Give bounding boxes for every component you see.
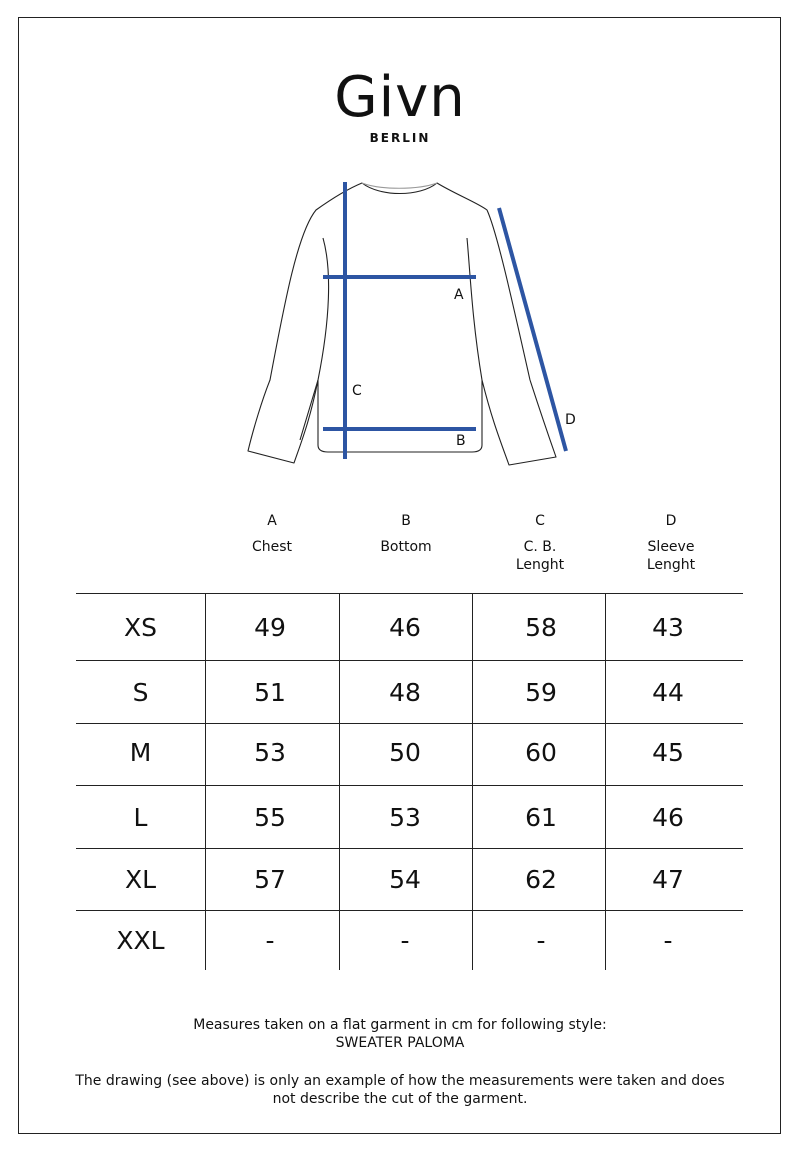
sleeve-length-value: 44	[652, 678, 684, 707]
measure-line-d	[499, 208, 566, 451]
bottom-value: 50	[389, 738, 421, 767]
column-header-sleeve-length	[604, 512, 738, 574]
size-label: XS	[124, 613, 157, 642]
table-divider	[472, 593, 473, 970]
table-rule	[76, 660, 743, 661]
cb-length-value: 62	[525, 865, 557, 894]
column-header-cb-length	[473, 512, 607, 574]
left-sleeve-inner	[300, 380, 318, 440]
sleeve-length-value: 46	[652, 803, 684, 832]
cb-length-value: -	[536, 926, 546, 955]
chest-value: 55	[254, 803, 286, 832]
cb-length-value: 58	[525, 613, 557, 642]
style-name: SWEATER PALOMA	[335, 1035, 465, 1051]
disclaimer-line-1: The drawing (see above) is only an example of how the measurements were taken and does	[75, 1073, 725, 1089]
bottom-value: 54	[389, 865, 421, 894]
chest-value: 57	[254, 865, 286, 894]
label-d: D	[565, 412, 576, 428]
column-letter: B	[401, 513, 411, 529]
column-header-chest	[205, 512, 339, 556]
table-divider	[339, 593, 340, 970]
table-rule	[76, 723, 743, 724]
measure-note: Measures taken on a flat garment in cm for following style:	[193, 1017, 607, 1033]
column-name: Chest	[251, 539, 293, 555]
column-name: Sleeve Lenght	[646, 539, 696, 573]
chest-value: 51	[254, 678, 286, 707]
sweater-diagram	[0, 170, 800, 470]
left-armhole-seam	[318, 238, 329, 380]
column-name: Bottom	[380, 539, 432, 555]
cb-length-value: 60	[525, 738, 557, 767]
bottom-value: 53	[389, 803, 421, 832]
size-label: M	[129, 738, 152, 767]
chest-value: 49	[254, 613, 286, 642]
brand-logo: Givn	[334, 65, 466, 130]
label-b: B	[456, 433, 466, 449]
neck-line	[362, 183, 437, 188]
cb-length-value: 61	[525, 803, 557, 832]
bottom-value: 48	[389, 678, 421, 707]
size-label: XXL	[116, 926, 165, 955]
table-divider	[205, 593, 206, 970]
cb-length-value: 59	[525, 678, 557, 707]
column-letter: C	[535, 513, 545, 529]
label-a: A	[454, 287, 464, 303]
table-rule	[76, 910, 743, 911]
sleeve-length-value: -	[663, 926, 673, 955]
bottom-value: 46	[389, 613, 421, 642]
column-letter: A	[267, 513, 277, 529]
size-label: XL	[124, 865, 157, 894]
sleeve-length-value: 45	[652, 738, 684, 767]
table-rule	[76, 848, 743, 849]
table-divider	[605, 593, 606, 970]
column-letter: D	[665, 513, 677, 529]
column-name: C. B. Lenght	[515, 539, 565, 573]
label-c: C	[352, 383, 362, 399]
sleeve-length-value: 47	[652, 865, 684, 894]
chest-value: -	[265, 926, 275, 955]
column-header-bottom	[339, 512, 473, 556]
brand-location: BERLIN	[369, 131, 431, 145]
table-rule	[76, 593, 743, 594]
sleeve-length-value: 43	[652, 613, 684, 642]
disclaimer-line-2: not describe the cut of the garment.	[272, 1091, 528, 1107]
right-armhole-seam	[467, 238, 482, 380]
table-rule	[76, 785, 743, 786]
bottom-value: -	[400, 926, 410, 955]
sweater-outline	[248, 183, 556, 465]
size-label: S	[132, 678, 149, 707]
chest-value: 53	[254, 738, 286, 767]
size-label: L	[133, 803, 148, 832]
